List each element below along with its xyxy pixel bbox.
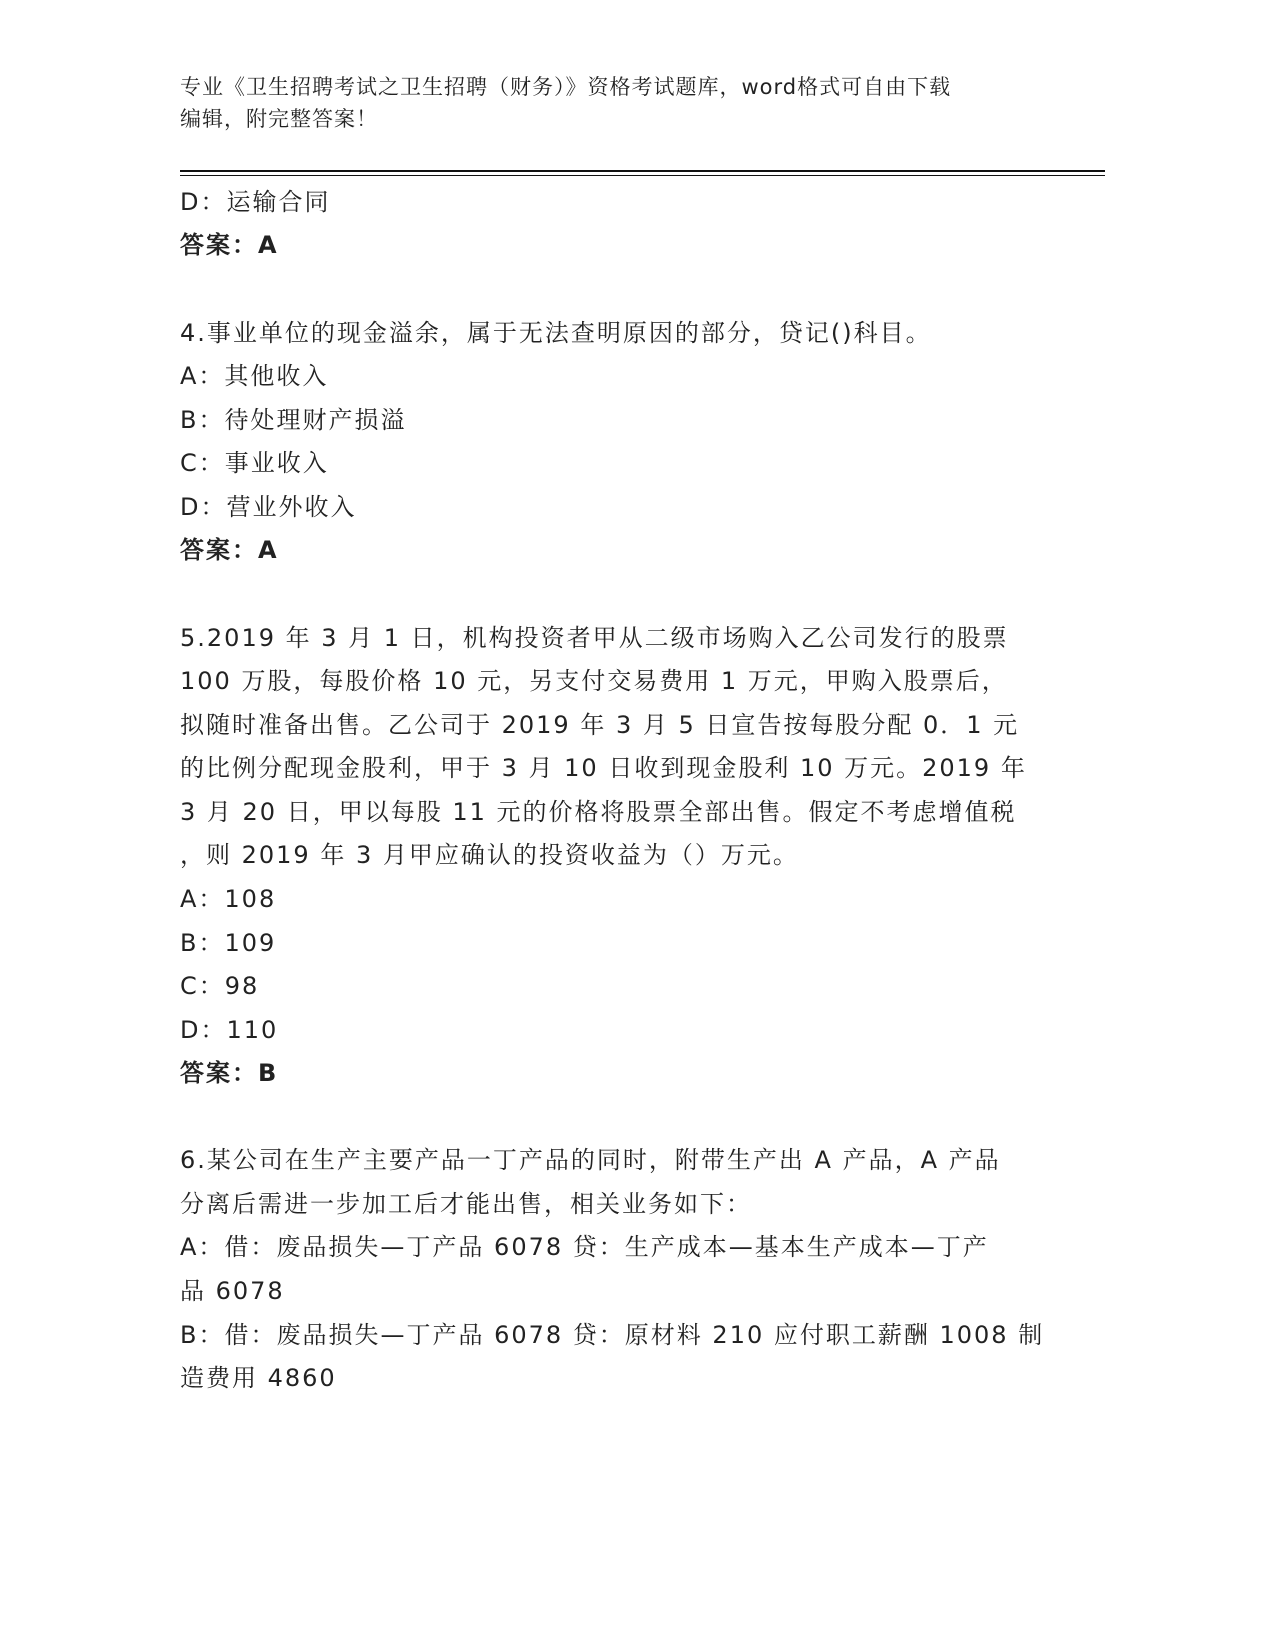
question-stem-line: ，则 2019 年 3 月甲应确认的投资收益为（）万元。	[180, 841, 799, 869]
question-stem-line: 5.2019 年 3 月 1 日，机构投资者甲从二级市场购入乙公司发行的股票	[180, 624, 1009, 652]
question-stem-line: 的比例分配现金股利，甲于 3 月 10 日收到现金股利 10 万元。2019 年	[180, 754, 1027, 782]
header-line: 编辑，附完整答案！	[180, 107, 378, 131]
option-b-cont: 造费用 4860	[180, 1364, 337, 1392]
header-line: 专业《卫生招聘考试之卫生招聘（财务）》资格考试题库，word格式可自由下载	[180, 75, 952, 99]
answer: 答案：A	[180, 231, 279, 259]
option-d: D：110	[180, 1016, 279, 1044]
option-a: A：其他收入	[180, 362, 329, 390]
question-stem-line: 3 月 20 日，甲以每股 11 元的价格将股票全部出售。假定不考虑增值税	[180, 798, 1017, 826]
option-a: A：借：废品损失—丁产品 6078 贷：生产成本—基本生产成本—丁产	[180, 1233, 989, 1261]
option-c: C：事业收入	[180, 449, 329, 477]
question-stem-line: 分离后需进一步加工后才能出售，相关业务如下：	[180, 1190, 752, 1218]
option-a: A：108	[180, 885, 277, 913]
option-a-cont: 品 6078	[180, 1277, 285, 1305]
header-divider	[180, 175, 1105, 176]
option-b: B：109	[180, 929, 277, 957]
header-divider	[180, 170, 1105, 172]
question-stem-line: 拟随时准备出售。乙公司于 2019 年 3 月 5 日宣告按每股分配 0．1 元	[180, 711, 1020, 739]
question-stem-line: 100 万股，每股价格 10 元，另支付交易费用 1 万元，甲购入股票后，	[180, 667, 1008, 695]
answer: 答案：A	[180, 536, 279, 564]
option-d: D：营业外收入	[180, 493, 357, 521]
option-b: B：待处理财产损溢	[180, 406, 407, 434]
question-stem: 4.事业单位的现金溢余，属于无法查明原因的部分，贷记()科目。	[180, 319, 932, 347]
option-c: C：98	[180, 972, 260, 1000]
option-d: D：运输合同	[180, 188, 331, 216]
option-b: B：借：废品损失—丁产品 6078 贷：原材料 210 应付职工薪酬 1008 制	[180, 1321, 1045, 1349]
answer: 答案：B	[180, 1059, 279, 1087]
question-stem-line: 6.某公司在生产主要产品一丁产品的同时，附带生产出 A 产品，A 产品	[180, 1146, 1001, 1174]
